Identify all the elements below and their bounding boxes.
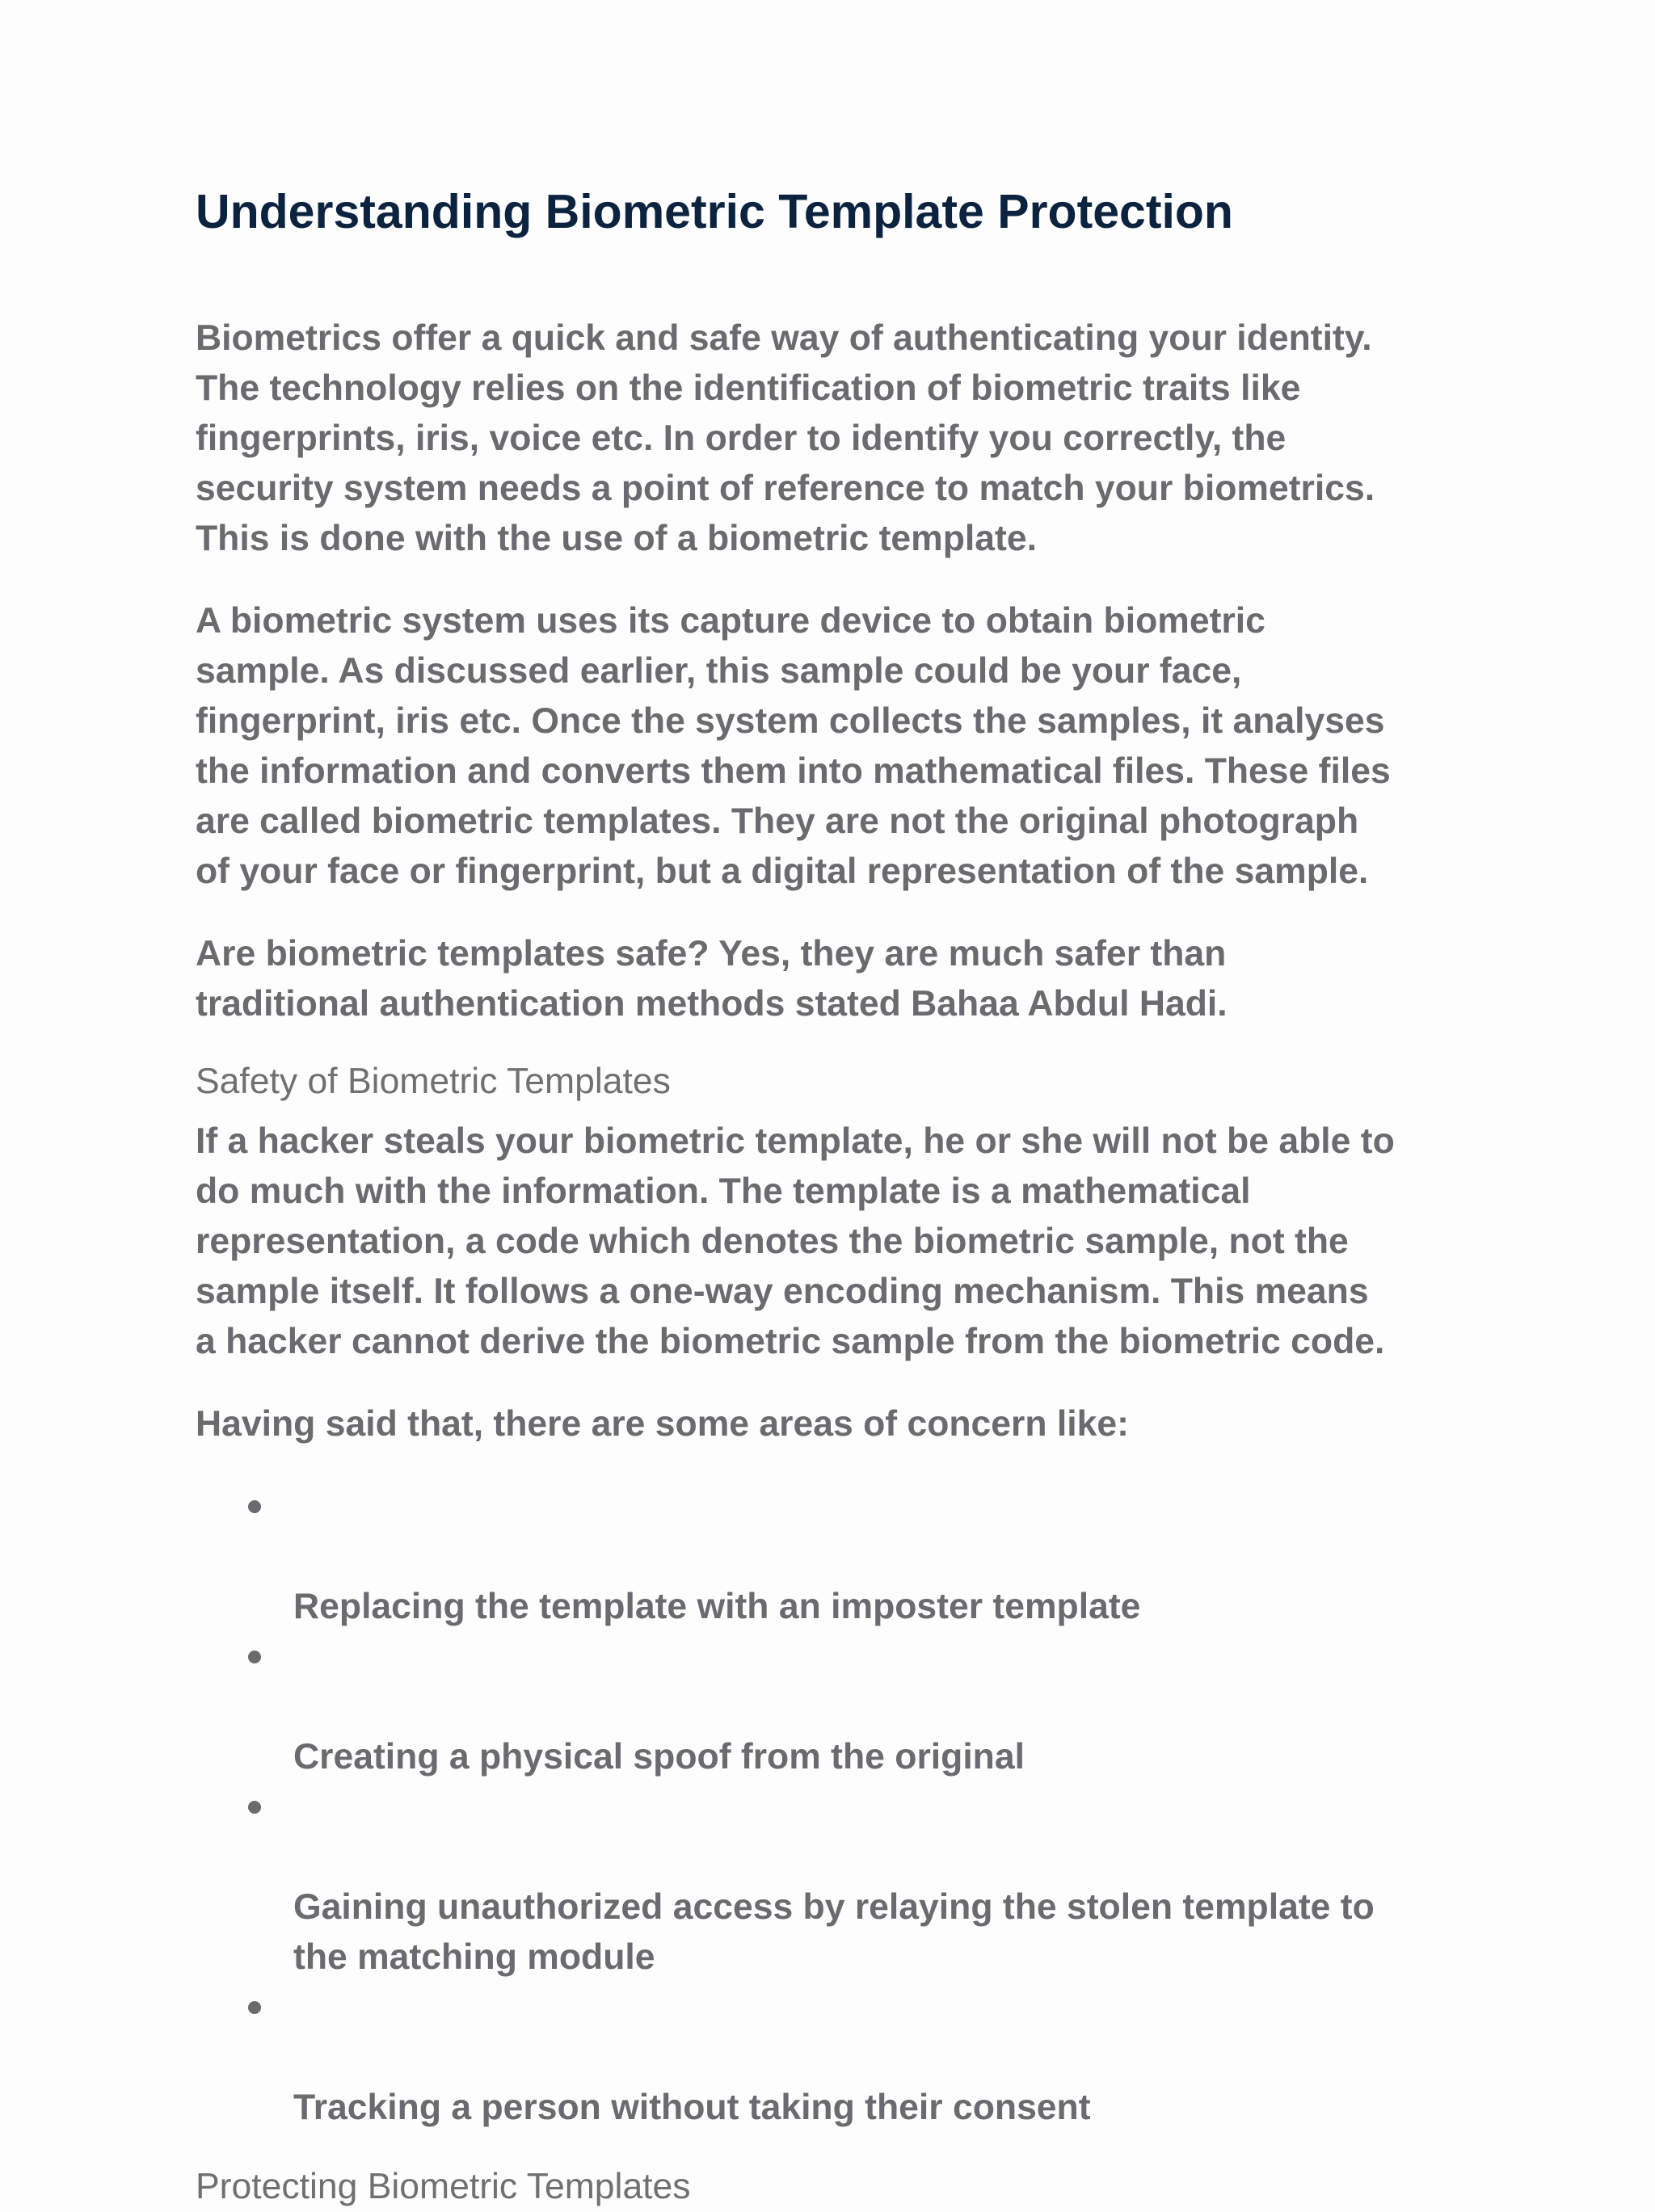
document-body — [196, 183, 1513, 2212]
bullet-icon — [248, 2001, 261, 2014]
document-title: Understanding Biometric Template Protection — [196, 185, 1233, 238]
list-item-text: Replacing the template with an imposter template — [293, 1587, 1141, 1626]
bullet-icon — [248, 1500, 261, 1513]
list-item-text: Gaining unauthorized access by relaying the stolen template to the matching module — [293, 1887, 1375, 1977]
section-heading-safety: Safety of Biometric Templates — [196, 1062, 671, 1101]
bullet-icon — [248, 1651, 261, 1663]
list-item — [196, 1782, 1513, 1983]
list-item — [196, 1632, 1513, 1782]
list-item-text: Creating a physical spoof from the original — [293, 1737, 1025, 1777]
safety-paragraph: If a hacker steals your biometric template, he or she will not be able to do much with the information. The template is a mathematical representation, a code which denotes the biometric sample, not the sample itself. It follows a one-way encoding mechanism. This means a hacker cannot derive the biometric sample from the biometric code. — [196, 1121, 1395, 1361]
list-item — [196, 1482, 1513, 1632]
bullet-icon — [248, 1801, 261, 1814]
process-paragraph: A biometric system uses its capture device to obtain biometric sample. As discussed earlier, this sample could be your face, fingerprint, iris etc. Once the system collects the samples, it analyses the information and converts them into mathematical files. These files are called biometric templates. They are not the original photograph of your face or fingerprint, but a digital representation of the sample. — [196, 601, 1391, 891]
section-heading-protecting: Protecting Biometric Templates — [196, 2167, 691, 2206]
concerns-list — [196, 1482, 1513, 2133]
list-item-text: Tracking a person without taking their consent — [293, 2088, 1091, 2127]
intro-paragraph: Biometrics offer a quick and safe way of authenticating your identity. The technology relies on the identification of biometric traits like fingerprints, iris, voice etc. In order to identify you correctly, the security system needs a point of reference to match your biometrics. This is done with the use of a biometric template. — [196, 318, 1375, 558]
concerns-intro-paragraph: Having said that, there are some areas of concern like: — [196, 1404, 1129, 1444]
list-item — [196, 1983, 1513, 2133]
safety-question-paragraph: Are biometric templates safe? Yes, they are much safer than traditional authentication methods stated Bahaa Abdul Hadi. — [196, 934, 1228, 1024]
